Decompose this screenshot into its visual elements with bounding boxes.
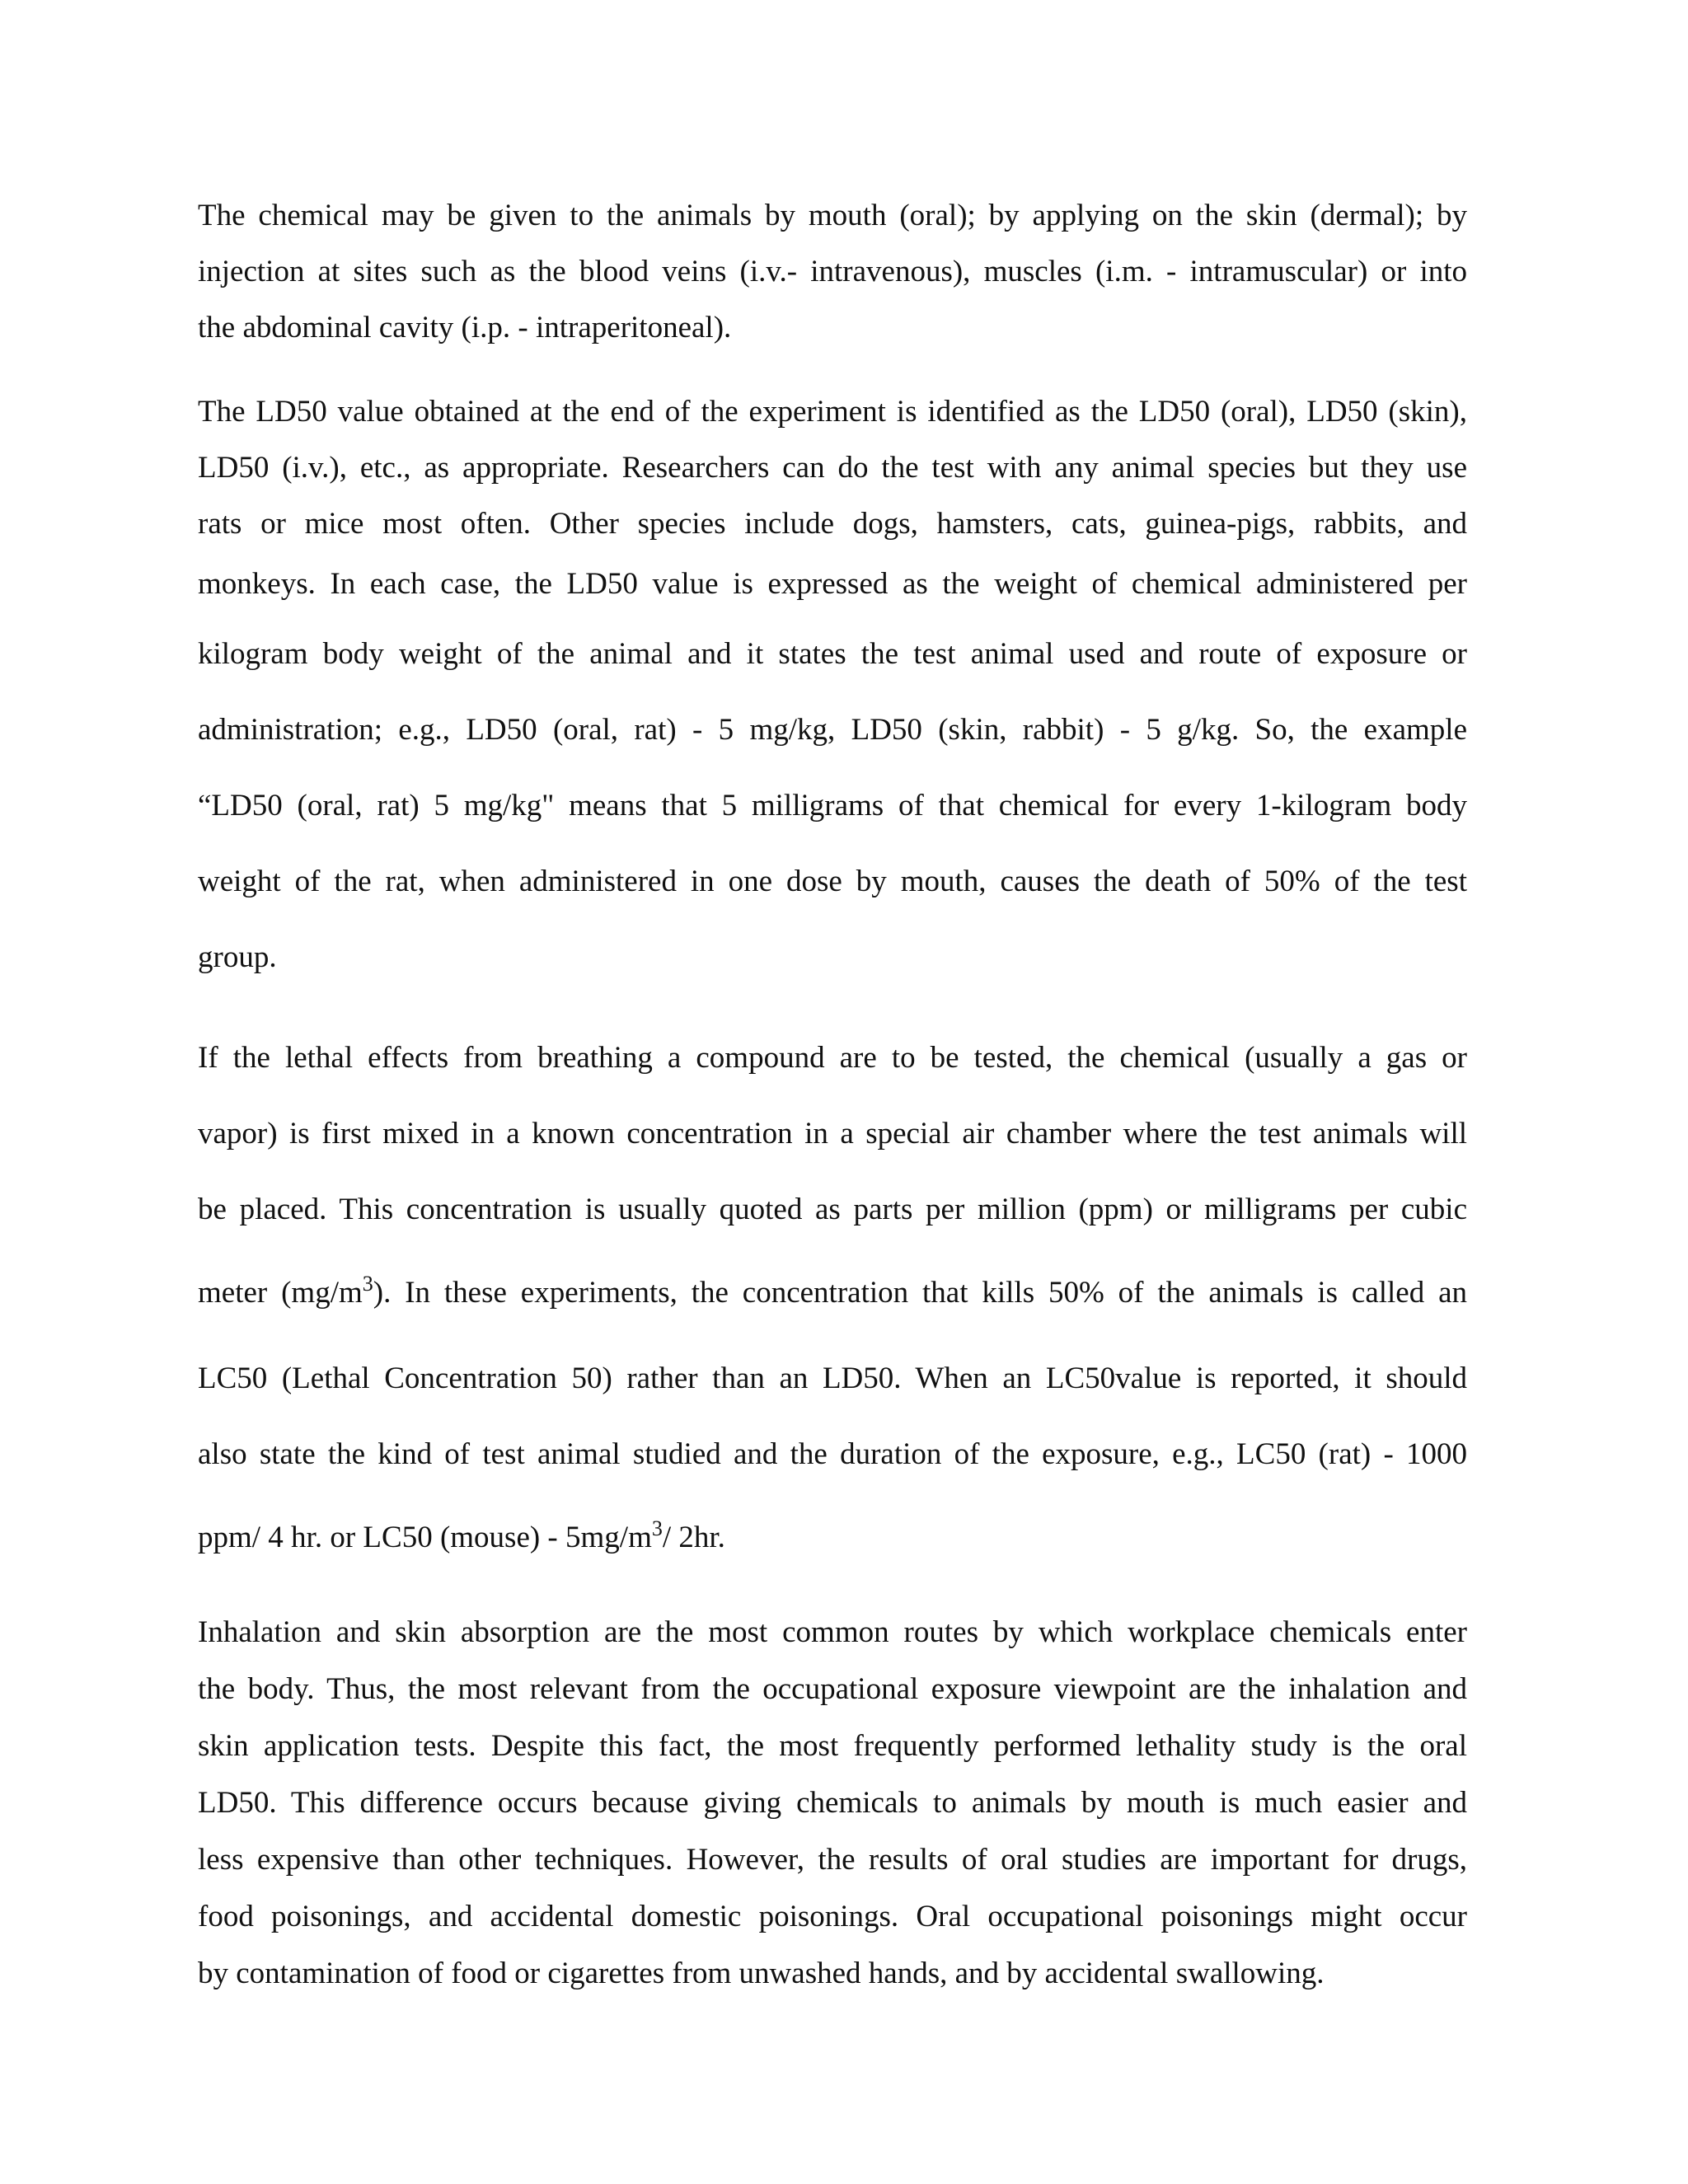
text-line: the abdominal cavity (i.p. - intraperitoneal). (198, 311, 732, 344)
text-line: be placed. This concentration is usually quoted as parts per million (ppm) or milligrams per cubic (198, 1193, 1467, 1226)
text-line: LC50 (Lethal Concentration 50) rather than an LD50. When an LC50value is reported, it should (198, 1361, 1467, 1395)
text-line: less expensive than other techniques. However, the results of oral studies are important for drugs, (198, 1843, 1467, 1877)
text-line: injection at sites such as the blood veins (i.v.- intravenous), muscles (i.m. - intramuscular) or into (198, 255, 1467, 288)
text-line: skin application tests. Despite this fact, the most frequently performed lethality study is the oral (198, 1729, 1467, 1763)
paragraph-exposure-routes (198, 1604, 1467, 2002)
paragraph-ld50-value (198, 384, 1467, 996)
superscript: 3 (651, 1516, 663, 1540)
text-line-with-superscript (198, 1493, 1467, 1586)
text-line: vapor) is first mixed in a known concentration in a special air chamber where the test animals will (198, 1117, 1467, 1151)
text-fragment: / 2hr. (662, 1521, 725, 1554)
text-line: by contamination of food or cigarettes from unwashed hands, and by accidental swallowing. (198, 1957, 1325, 1990)
text-line: Inhalation and skin absorption are the most common routes by which workplace chemicals enter (198, 1615, 1467, 1649)
text-line: The LD50 value obtained at the end of the experiment is identified as the LD50 (oral), LD50 (skin), (198, 395, 1467, 429)
text-line: If the lethal effects from breathing a compound are to be tested, the chemical (usually a gas or (198, 1041, 1467, 1075)
text-line: administration; e.g., LD50 (oral, rat) - 5 mg/kg, LD50 (skin, rabbit) - 5 g/kg. So, the example (198, 713, 1467, 747)
text-line: weight of the rat, when administered in one dose by mouth, causes the death of 50% of the test (198, 865, 1467, 898)
superscript: 3 (362, 1272, 373, 1296)
text-line: LD50 (i.v.), etc., as appropriate. Researchers can do the test with any animal species but they use (198, 451, 1467, 485)
text-line: also state the kind of test animal studied and the duration of the exposure, e.g., LC50 (rat) - 1000 (198, 1437, 1467, 1471)
text-line: the body. Thus, the most relevant from the occupational exposure viewpoint are the inhalation and (198, 1672, 1467, 1706)
text-fragment: ppm/ 4 hr. or LC50 (mouse) - 5mg/m (198, 1521, 652, 1554)
text-fragment: ). In these experiments, the concentration that kills 50% of the animals is called an (373, 1276, 1468, 1310)
text-line: The chemical may be given to the animals by mouth (oral); by applying on the skin (dermal); by (198, 199, 1467, 232)
text-line: “LD50 (oral, rat) 5 mg/kg" means that 5 milligrams of that chemical for every 1-kilogram body (198, 789, 1467, 823)
text-line: group. (198, 940, 277, 974)
paragraph-lc50-inhalation (198, 1020, 1467, 1586)
text-line: monkeys. In each case, the LD50 value is expressed as the weight of chemical administered per (198, 567, 1467, 601)
text-line: food poisonings, and accidental domestic poisonings. Oral occupational poisonings might occur (198, 1900, 1467, 1933)
text-line: rats or mice most often. Other species include dogs, hamsters, cats, guinea-pigs, rabbits, and (198, 507, 1467, 541)
text-line: LD50. This difference occurs because giving chemicals to animals by mouth is much easier and (198, 1786, 1467, 1820)
paragraph-routes-of-administration (198, 188, 1467, 356)
text-fragment: meter (mg/m (198, 1276, 363, 1310)
text-line-with-superscript (198, 1248, 1467, 1341)
text-line: kilogram body weight of the animal and it states the test animal used and route of exposure or (198, 637, 1467, 671)
